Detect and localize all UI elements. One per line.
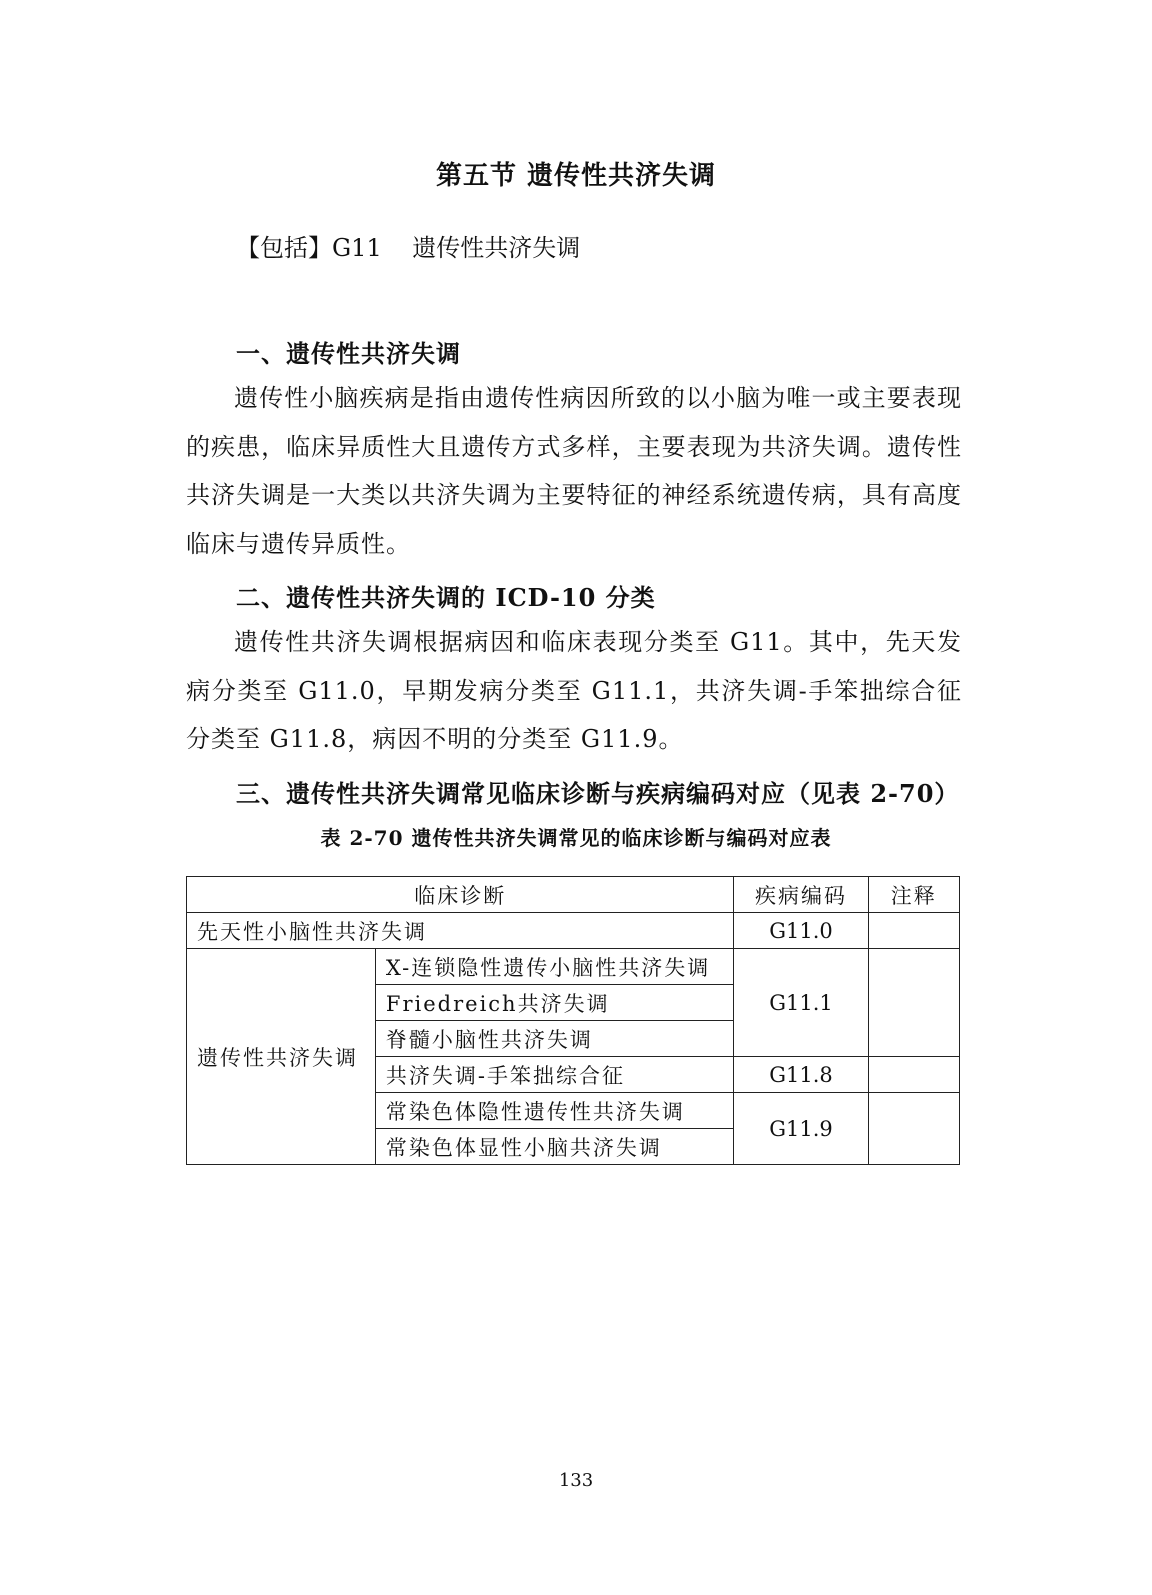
diagnosis-cell: 共济失调-手笨拙综合征: [375, 1057, 734, 1093]
diagnosis-cell: 脊髓小脑性共济失调: [375, 1021, 734, 1057]
diagnosis-cell: X-连锁隐性遗传小脑性共济失调: [375, 949, 734, 985]
diagnosis-code-table: [186, 876, 960, 1165]
table-header-row: [187, 877, 960, 913]
heading-1: 一、遗传性共济失调: [236, 339, 461, 368]
code-cell: G11.1: [734, 949, 868, 1057]
diagnosis-cell: Friedreich共济失调: [375, 985, 734, 1021]
table-row: [187, 949, 960, 985]
heading-2: 二、遗传性共济失调的 ICD-10 分类: [236, 583, 656, 612]
code-cell: G11.0: [734, 913, 868, 949]
note-cell: [868, 1093, 959, 1165]
page-number: 133: [558, 1470, 594, 1491]
diagnosis-cell: 常染色体显性小脑共济失调: [375, 1129, 734, 1165]
section-title: 第五节 遗传性共济失调: [435, 161, 717, 191]
note-cell: [868, 1057, 959, 1093]
table-row: [187, 913, 960, 949]
diagnosis-cell: 先天性小脑性共济失调: [187, 913, 734, 949]
paragraph-2: 遗传性共济失调根据病因和临床表现分类至 G11。其中，先天发病分类至 G11.0，早期发病分类至 G11.1，共济失调-手笨拙综合征分类至 G11.8，病因不明的分类至 G11.9。: [186, 628, 962, 753]
group-label-cell: 遗传性共济失调: [187, 949, 376, 1165]
header-note: 注释: [868, 877, 959, 913]
code-cell: G11.9: [734, 1093, 868, 1165]
include-line: 【包括】G11 遗传性共济失调: [236, 234, 581, 262]
heading-3: 三、遗传性共济失调常见临床诊断与疾病编码对应（见表 2-70）: [236, 779, 960, 808]
paragraph-1: 遗传性小脑疾病是指由遗传性病因所致的以小脑为唯一或主要表现的疾患，临床异质性大且遗传方式多样，主要表现为共济失调。遗传性共济失调是一大类以共济失调为主要特征的神经系统遗传病，具有高度临床与遗传异质性。: [186, 384, 962, 558]
header-diagnosis: 临床诊断: [187, 877, 734, 913]
note-cell: [868, 913, 959, 949]
diagnosis-cell: 常染色体隐性遗传性共济失调: [375, 1093, 734, 1129]
table-caption: 表 2-70 遗传性共济失调常见的临床诊断与编码对应表: [320, 826, 832, 850]
code-cell: G11.8: [734, 1057, 868, 1093]
header-code: 疾病编码: [734, 877, 868, 913]
note-cell: [868, 949, 959, 1057]
